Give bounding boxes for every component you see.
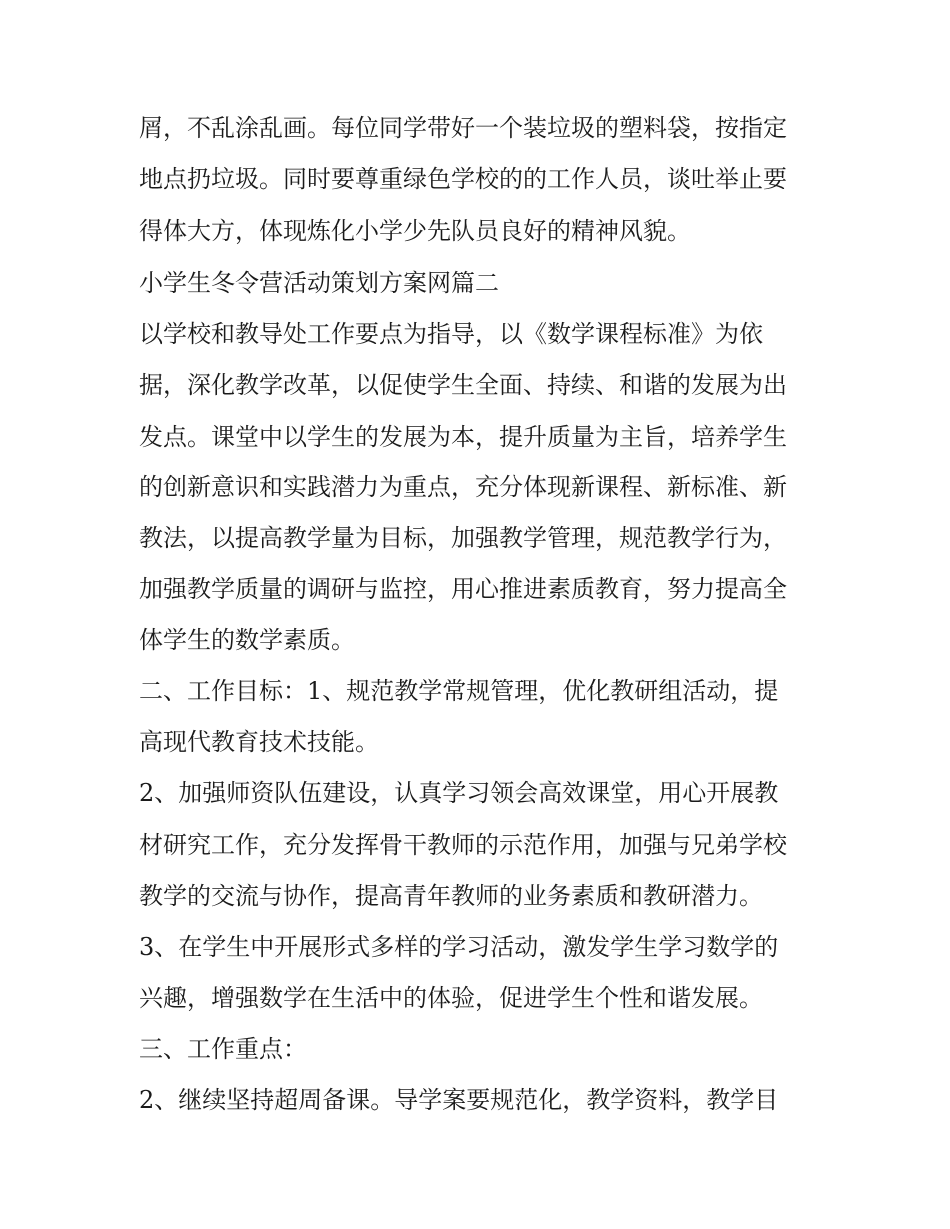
text-line: 二、工作目标：1、规范教学常规管理，优化教研组活动，提 bbox=[139, 677, 779, 705]
text-line: 2、继续坚持超周备课。导学案要规范化，教学资料，教学目 bbox=[139, 1086, 779, 1114]
text-line: 教学的交流与协作，提高青年教师的业务素质和教研潜力。 bbox=[139, 882, 763, 910]
text-line: 据，深化教学改革，以促使学生全面、持续、和谐的发展为出 bbox=[139, 371, 787, 399]
text-line: 以学校和教导处工作要点为指导，以《数学课程标准》为依 bbox=[139, 320, 763, 348]
text-line: 体学生的数学素质。 bbox=[139, 626, 355, 654]
text-line: 地点扔垃圾。同时要尊重绿色学校的的工作人员，谈吐举止要 bbox=[139, 165, 787, 193]
text-line: 2、加强师资队伍建设，认真学习领会高效课堂，用心开展教 bbox=[139, 779, 779, 807]
text-line: 得体大方，体现炼化小学少先队员良好的精神风貌。 bbox=[139, 217, 691, 245]
text-line: 三、工作重点： bbox=[139, 1035, 307, 1063]
section-heading: 小学生冬令营活动策划方案网篇二 bbox=[139, 269, 499, 297]
text-line: 教法，以提高教学量为目标，加强教学管理，规范教学行为， bbox=[139, 524, 787, 552]
text-line: 的创新意识和实践潜力为重点，充分体现新课程、新标准、新 bbox=[139, 473, 787, 501]
text-line: 3、在学生中开展形式多样的学习活动，激发学生学习数学的 bbox=[139, 933, 779, 961]
text-line: 屑，不乱涂乱画。每位同学带好一个装垃圾的塑料袋，按指定 bbox=[139, 114, 787, 142]
text-line: 高现代教育技术技能。 bbox=[139, 728, 379, 756]
text-line: 材研究工作，充分发挥骨干教师的示范作用，加强与兄弟学校 bbox=[139, 831, 787, 859]
text-line: 兴趣，增强数学在生活中的体验，促进学生个性和谐发展。 bbox=[139, 984, 763, 1012]
text-line: 加强教学质量的调研与监控，用心推进素质教育，努力提高全 bbox=[139, 575, 787, 603]
text-line: 发点。课堂中以学生的发展为本，提升质量为主旨，培养学生 bbox=[139, 423, 787, 451]
